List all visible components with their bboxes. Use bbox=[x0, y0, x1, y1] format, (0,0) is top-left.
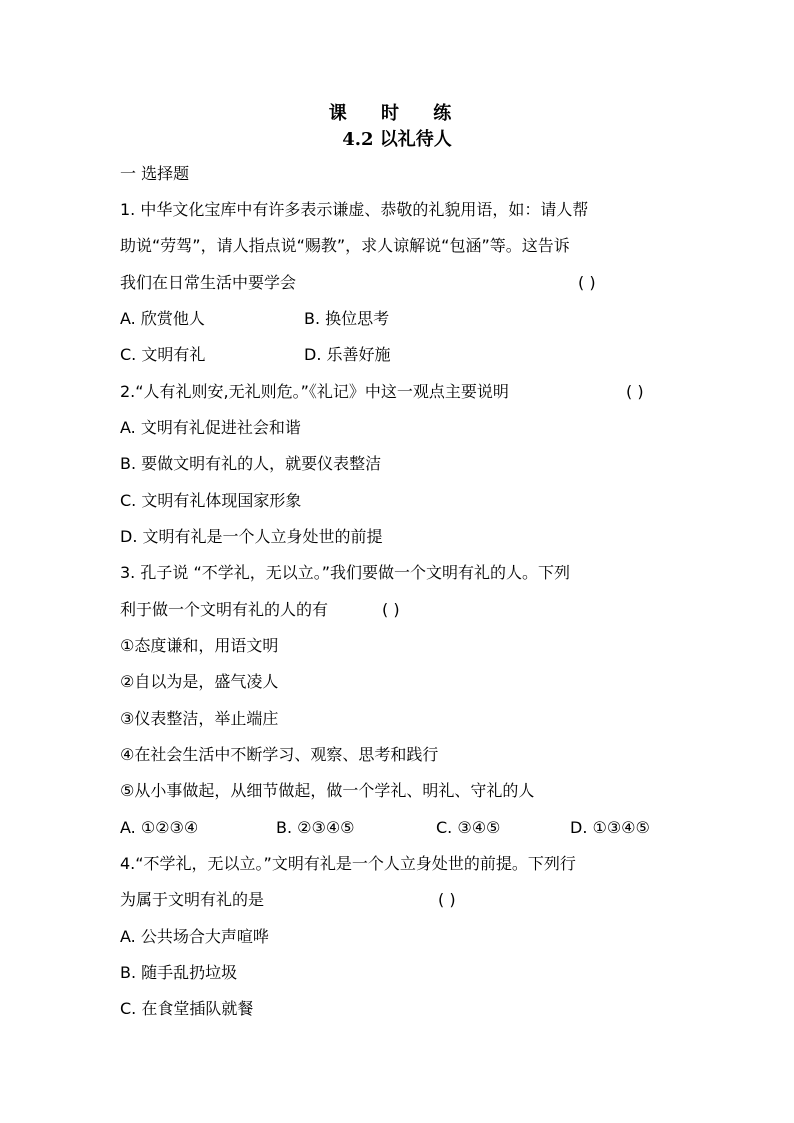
q3-answer-blank: ( ) bbox=[382, 600, 400, 619]
q1-option-c: C. 文明有礼 bbox=[120, 345, 206, 364]
q3-item-5: ⑤从小事做起，从细节做起，做一个学礼、明礼、守礼的人 bbox=[120, 781, 535, 800]
q2-option-b: B. 要做文明有礼的人，就要仪表整洁 bbox=[120, 454, 382, 473]
lesson-title: 4.2 以礼待人 bbox=[342, 129, 452, 150]
q3-option-a: A. ①②③④ bbox=[120, 818, 199, 837]
q4-stem-line-1: 4.“不学礼，无以立。”文明有礼是一个人立身处世的前提。下列行 bbox=[120, 854, 576, 873]
q1-stem-line-2: 助说“劳驾”，请人指点说“赐教”，求人谅解说“包涵”等。这告诉 bbox=[120, 236, 570, 255]
q4-option-c: C. 在食堂插队就餐 bbox=[120, 999, 254, 1018]
q1-option-a: A. 欣赏他人 bbox=[120, 309, 205, 328]
q3-item-2: ②自以为是，盛气凌人 bbox=[120, 672, 279, 691]
q4-stem-line-2: 为属于文明有礼的是 bbox=[120, 890, 265, 909]
q4-option-a: A. 公共场合大声喧哗 bbox=[120, 927, 269, 946]
q2-option-d: D. 文明有礼是一个人立身处世的前提 bbox=[120, 527, 383, 546]
q2-stem: 2.“人有礼则安,无礼则危。”《礼记》中这一观点主要说明 bbox=[120, 382, 509, 401]
q3-item-1: ①态度谦和，用语文明 bbox=[120, 636, 279, 655]
q1-option-d: D. 乐善好施 bbox=[304, 345, 391, 364]
q2-option-a: A. 文明有礼促进社会和谐 bbox=[120, 418, 301, 437]
page-title: 课 时 练 bbox=[328, 103, 466, 124]
q3-item-3: ③仪表整洁，举止端庄 bbox=[120, 709, 279, 728]
q4-option-b: B. 随手乱扔垃圾 bbox=[120, 963, 238, 982]
q1-option-b: B. 换位思考 bbox=[304, 309, 390, 328]
q3-item-4: ④在社会生活中不断学习、观察、思考和践行 bbox=[120, 745, 439, 764]
q3-option-c: C. ③④⑤ bbox=[436, 818, 501, 837]
q2-option-c: C. 文明有礼体现国家形象 bbox=[120, 491, 302, 510]
q1-stem-line-1: 1. 中华文化宝库中有许多表示谦虚、恭敬的礼貌用语，如：请人帮 bbox=[120, 200, 589, 219]
q1-stem-line-3: 我们在日常生活中要学会 bbox=[120, 273, 297, 292]
q2-answer-blank: ( ) bbox=[626, 382, 644, 401]
q3-stem-line-1: 3. 孔子说 “不学礼，无以立。”我们要做一个文明有礼的人。下列 bbox=[120, 563, 571, 582]
q3-option-d: D. ①③④⑤ bbox=[570, 818, 650, 837]
q4-answer-blank: ( ) bbox=[438, 890, 456, 909]
q3-option-b: B. ②③④⑤ bbox=[276, 818, 355, 837]
section-heading: 一 选择题 bbox=[120, 164, 190, 183]
q3-stem-line-2: 利于做一个文明有礼的人的有 bbox=[120, 600, 329, 619]
q1-answer-blank: ( ) bbox=[578, 273, 596, 292]
